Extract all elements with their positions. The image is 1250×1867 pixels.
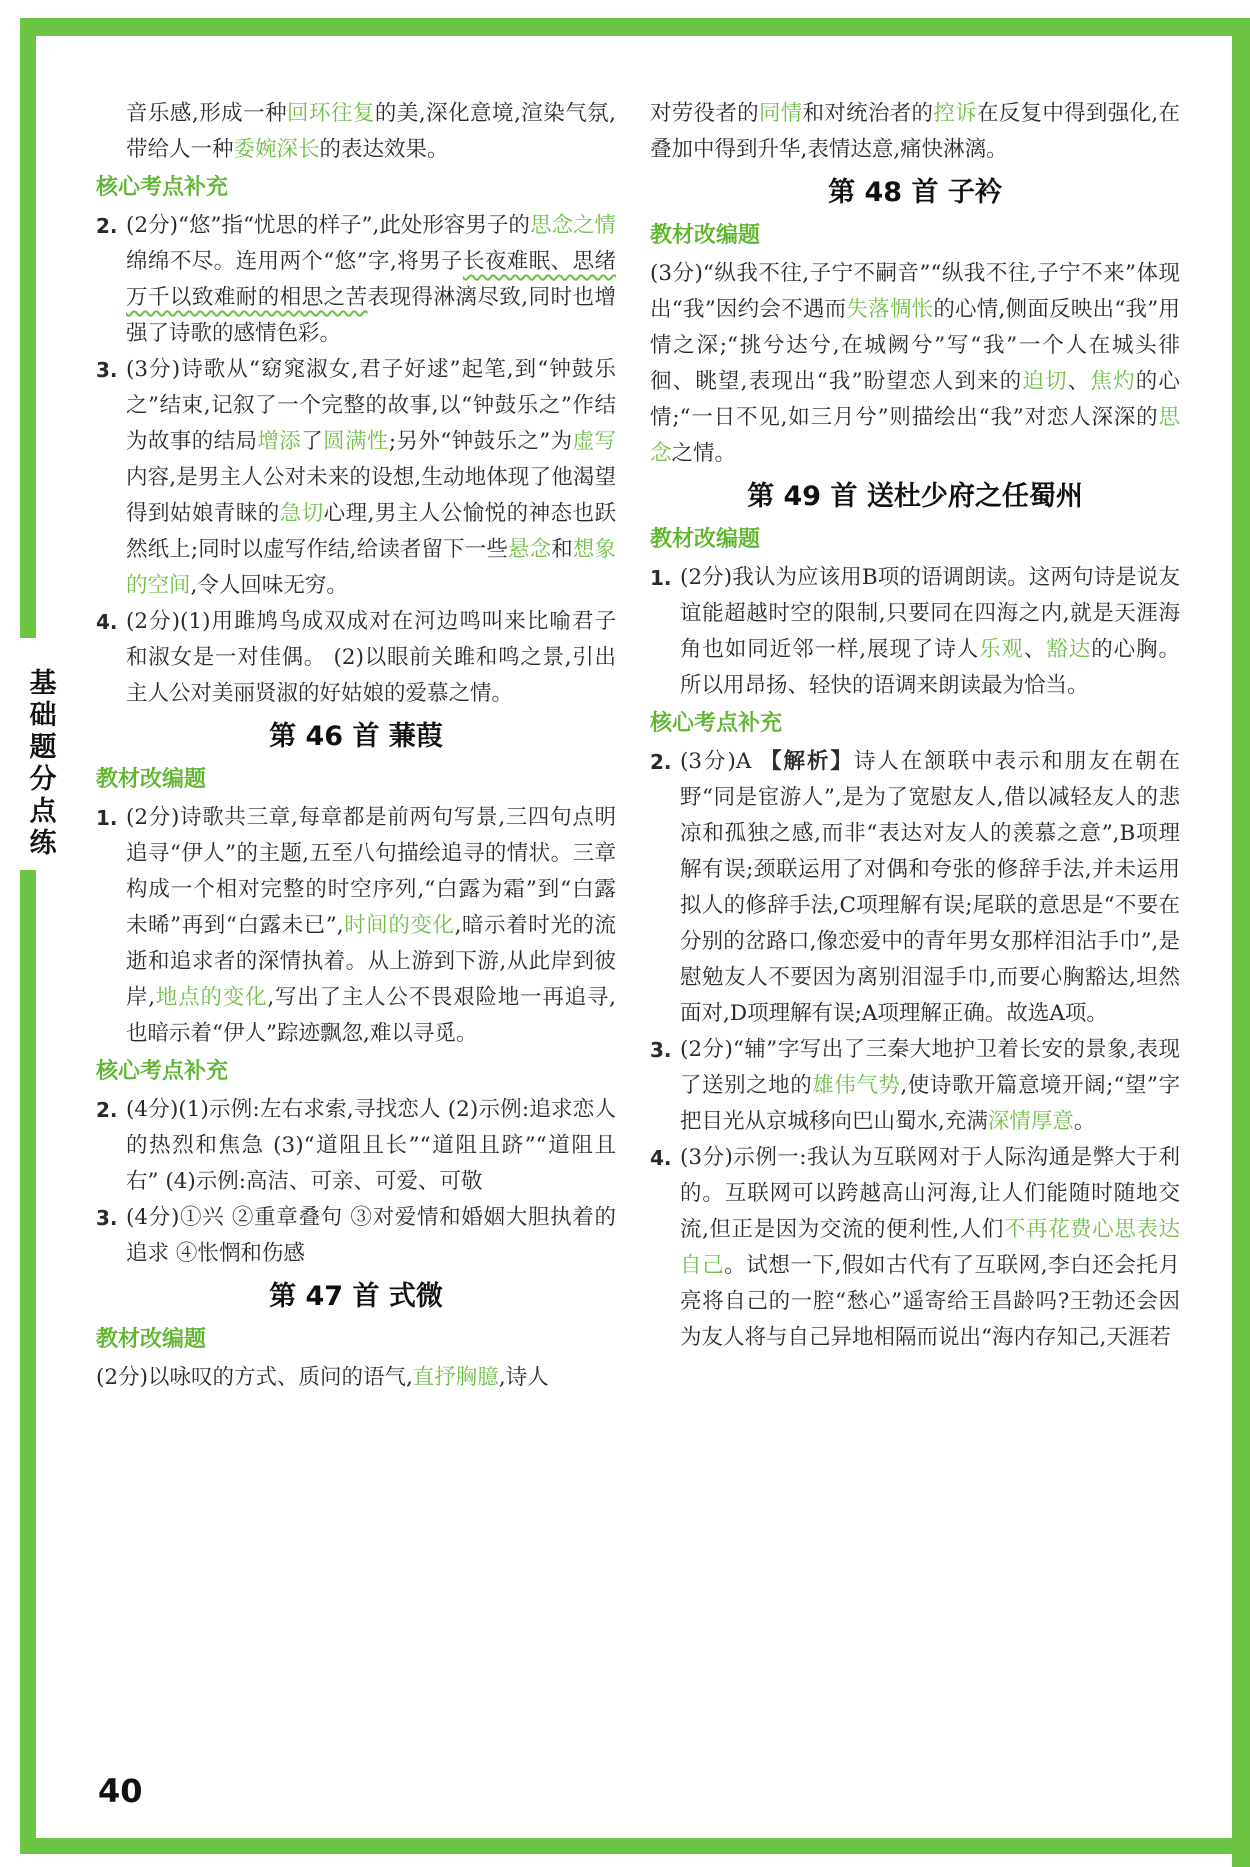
answer-item-2: 2. (3分)A 【解析】诗人在颔联中表示和朋友在朝在野“同是宦游人”,是为了宽慰友人,借以减轻友人的悲凉和孤独之感,而非“表达对友人的羡慕之意”,B项理解有误;颈联运用了对偶和夸张的修辞手法,并未运用拟人的修辞手法,C项理解有误;尾联的意思是“不要在分别的岔路口,像恋爱中的青年男女那样泪沾手巾”,是慰勉友人不要因为离别泪湿手巾,而要心胸豁达,坦然面对,D项理解有误;A项理解正确。故选A项。	[650, 749, 1180, 1026]
page-number: 40	[98, 1772, 143, 1810]
poem-title-48: 第 48 首 子衿	[828, 177, 1002, 208]
continued-paragraph: 对劳役者的同情和对统治者的控诉在反复中得到强化,在叠加中得到升华,表情达意,痛快淋漓。	[650, 101, 1180, 162]
poem-title-49: 第 49 首 送杜少府之任蜀州	[747, 481, 1083, 512]
answer-paragraph: (2分)以咏叹的方式、质问的语气,直抒胸臆,诗人	[96, 1365, 549, 1390]
section-heading-core-points: 核心考点补充	[96, 175, 229, 200]
answer-item-3: 3. (4分)①兴 ②重章叠句 ③对爱情和婚姻大胆执着的追求 ④怅惘和伤感	[96, 1205, 616, 1266]
continued-paragraph: 音乐感,形成一种回环往复的美,深化意境,渲染气氛,带给人一种委婉深长的表达效果。	[126, 101, 616, 162]
poem-title-47: 第 47 首 式微	[269, 1281, 443, 1312]
right-column	[650, 96, 1180, 1356]
answer-item-1: 1. (2分)诗歌共三章,每章都是前两句写景,三四句点明追寻“伊人”的主题,五至八句描绘追寻的情状。三章构成一个相对完整的时空序列,“白露为霜”到“白露未晞”再到“白露未已”,时间的变化,暗示着时光的流逝和追求者的深情执着。从上游到下游,从此岸到彼岸,地点的变化,写出了主人公不畏艰险地一再追寻,也暗示着“伊人”踪迹飘忽,难以寻觅。	[96, 805, 616, 1046]
answer-item-1: 1. (2分)我认为应该用B项的语调朗读。这两句诗是说友谊能超越时空的限制,只要同在四海之内,就是天涯海角也如同近邻一样,展现了诗人乐观、豁达的心胸。所以用昂扬、轻快的语调来朗读最为恰当。	[650, 565, 1180, 698]
section-heading-textbook: 教材改编题	[96, 767, 207, 792]
answer-item-3: 3. (2分)“辅”字写出了三秦大地护卫着长安的景象,表现了送别之地的雄伟气势,使诗歌开篇意境开阔;“望”字把目光从京城移向巴山蜀水,充满深情厚意。	[650, 1037, 1180, 1134]
green-border-left-lower	[20, 870, 36, 1854]
green-border-left-upper	[20, 18, 36, 638]
side-section-label: 基 础 题 分 点 练	[29, 668, 57, 859]
section-heading-textbook: 教材改编题	[96, 1327, 207, 1352]
answer-item-2: 2. (2分)“悠”指“忧思的样子”,此处形容男子的思念之情绵绵不尽。连用两个“悠”字,将男子长夜难眠、思绪万千以致难耐的相思之苦表现得淋漓尽致,同时也增强了诗歌的感情色彩。	[96, 213, 616, 346]
answer-item-4: 4. (2分)(1)用雎鸠鸟成双成对在河边鸣叫来比喻君子和淑女是一对佳偶。 (2)以眼前关雎和鸣之景,引出主人公对美丽贤淑的好姑娘的爱慕之情。	[96, 609, 616, 706]
poem-title-46: 第 46 首 蒹葭	[269, 721, 443, 752]
section-heading-textbook: 教材改编题	[650, 527, 761, 552]
section-heading-core-points: 核心考点补充	[96, 1059, 229, 1084]
green-border-bottom	[20, 1838, 1250, 1854]
green-border-top	[20, 18, 1232, 36]
left-column	[96, 96, 616, 1396]
section-heading-textbook: 教材改编题	[650, 223, 761, 248]
answer-item-3: 3. (3分)诗歌从“窈窕淑女,君子好逑”起笔,到“钟鼓乐之”结束,记叙了一个完整的故事,以“钟鼓乐之”作结为故事的结局增添了圆满性;另外“钟鼓乐之”为虚写内容,是男主人公对未来的设想,生动地体现了他渴望得到姑娘青睐的急切心理,男主人公愉悦的神态也跃然纸上;同时以虚写作结,给读者留下一些悬念和想象的空间,令人回味无穷。	[96, 357, 616, 598]
green-border-right	[1232, 18, 1250, 1867]
answer-item-2: 2. (4分)(1)示例:左右求索,寻找恋人 (2)示例:追求恋人的热烈和焦急 (3)“道阻且长”“道阻且跻”“道阻且右” (4)示例:高洁、可亲、可爱、可敬	[96, 1097, 616, 1194]
answer-item-4: 4. (3分)示例一:我认为互联网对于人际沟通是弊大于利的。互联网可以跨越高山河海,让人们能随时随地交流,但正是因为交流的便利性,人们不再花费心思表达自己。试想一下,假如古代有了互联网,李白还会托月亮将自己的一腔“愁心”遥寄给王昌龄吗?王勃还会因为友人将与自己异地相隔而说出“海内存知己,天涯若	[650, 1145, 1180, 1350]
section-heading-core-points: 核心考点补充	[650, 711, 783, 736]
answer-paragraph: (3分)“纵我不往,子宁不嗣音”“纵我不往,子宁不来”体现出“我”因约会不遇而失落惆怅的心情,侧面反映出“我”用情之深;“挑兮达兮,在城阙兮”写“我”一个人在城头徘徊、眺望,表现出“我”盼望恋人到来的迫切、焦灼的心情;“一日不见,如三月兮”则描绘出“我”对恋人深深的思念之情。	[650, 261, 1180, 466]
